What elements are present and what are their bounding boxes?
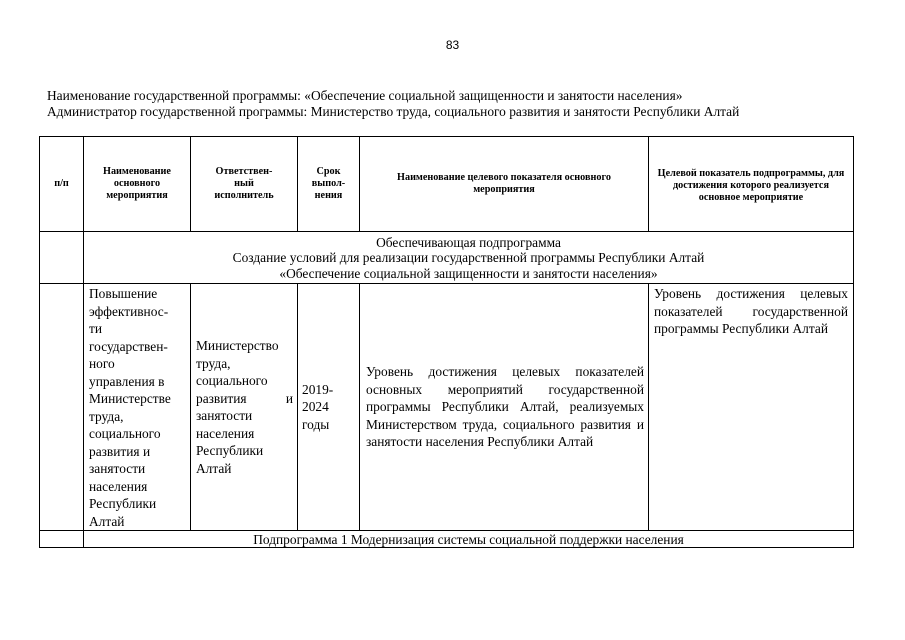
activities-table	[39, 136, 854, 548]
group-title-line2: Создание условий для реализации государственной программы Республики Алтай	[232, 250, 705, 266]
column-header-activity: Наименование основного мероприятия	[84, 137, 191, 232]
cell-term-text: 2019-2024 годы	[302, 381, 334, 432]
column-header-executor: Ответствен- ный исполнитель	[191, 137, 298, 232]
group-row-title	[84, 232, 854, 284]
cell-term	[298, 284, 360, 531]
column-header-term: Срок выпол- нения	[298, 137, 360, 232]
column-header-indicator: Наименование целевого показателя основного мероприятия	[360, 137, 649, 232]
column-header-target: Целевой показатель подпрограммы, для достижения которого реализуется основное мероприятие	[649, 137, 854, 232]
cell-activity	[84, 284, 191, 531]
table-header-row	[40, 137, 854, 232]
subprogram-row	[40, 531, 854, 548]
cell-target: Уровень достижения целевых показателей государственной программы Республики Алтай	[649, 284, 854, 531]
cell-activity-text: Повышение эффективнос-ти государствен-ного управления в Министерстве труда, социального развития и занятости населения Республики Алтай	[89, 286, 171, 529]
column-header-num: п/п	[40, 137, 84, 232]
program-administrator-line: Администратор государственной программы: Министерство труда, социального развития и занятости Республики Алтай	[47, 104, 740, 119]
subprogram-row-num-cell	[40, 531, 84, 548]
program-name-line: Наименование государственной программы: «Обеспечение социальной защищенности и занятости населения»	[47, 88, 683, 103]
group-row	[40, 232, 854, 284]
group-row-num-cell	[40, 232, 84, 284]
cell-num	[40, 284, 84, 531]
table-row	[40, 284, 854, 531]
group-title-line3: «Обеспечение социальной защищенности и занятости населения»	[279, 265, 658, 281]
page-number: 83	[445, 38, 460, 52]
cell-indicator: Уровень достижения целевых показателей основных мероприятий государственной программы Республики Алтай, реализуемых Министерством труда, социального развития и занятости населения Республики Алтай	[360, 284, 649, 531]
subprogram-title: Подпрограмма 1 Модернизация системы социальной поддержки населения	[84, 531, 854, 548]
group-title-line1: Обеспечивающая подпрограмма	[376, 234, 561, 250]
cell-executor: Министерство труда, социального развития и занятости населения Республики Алтай	[191, 284, 298, 531]
